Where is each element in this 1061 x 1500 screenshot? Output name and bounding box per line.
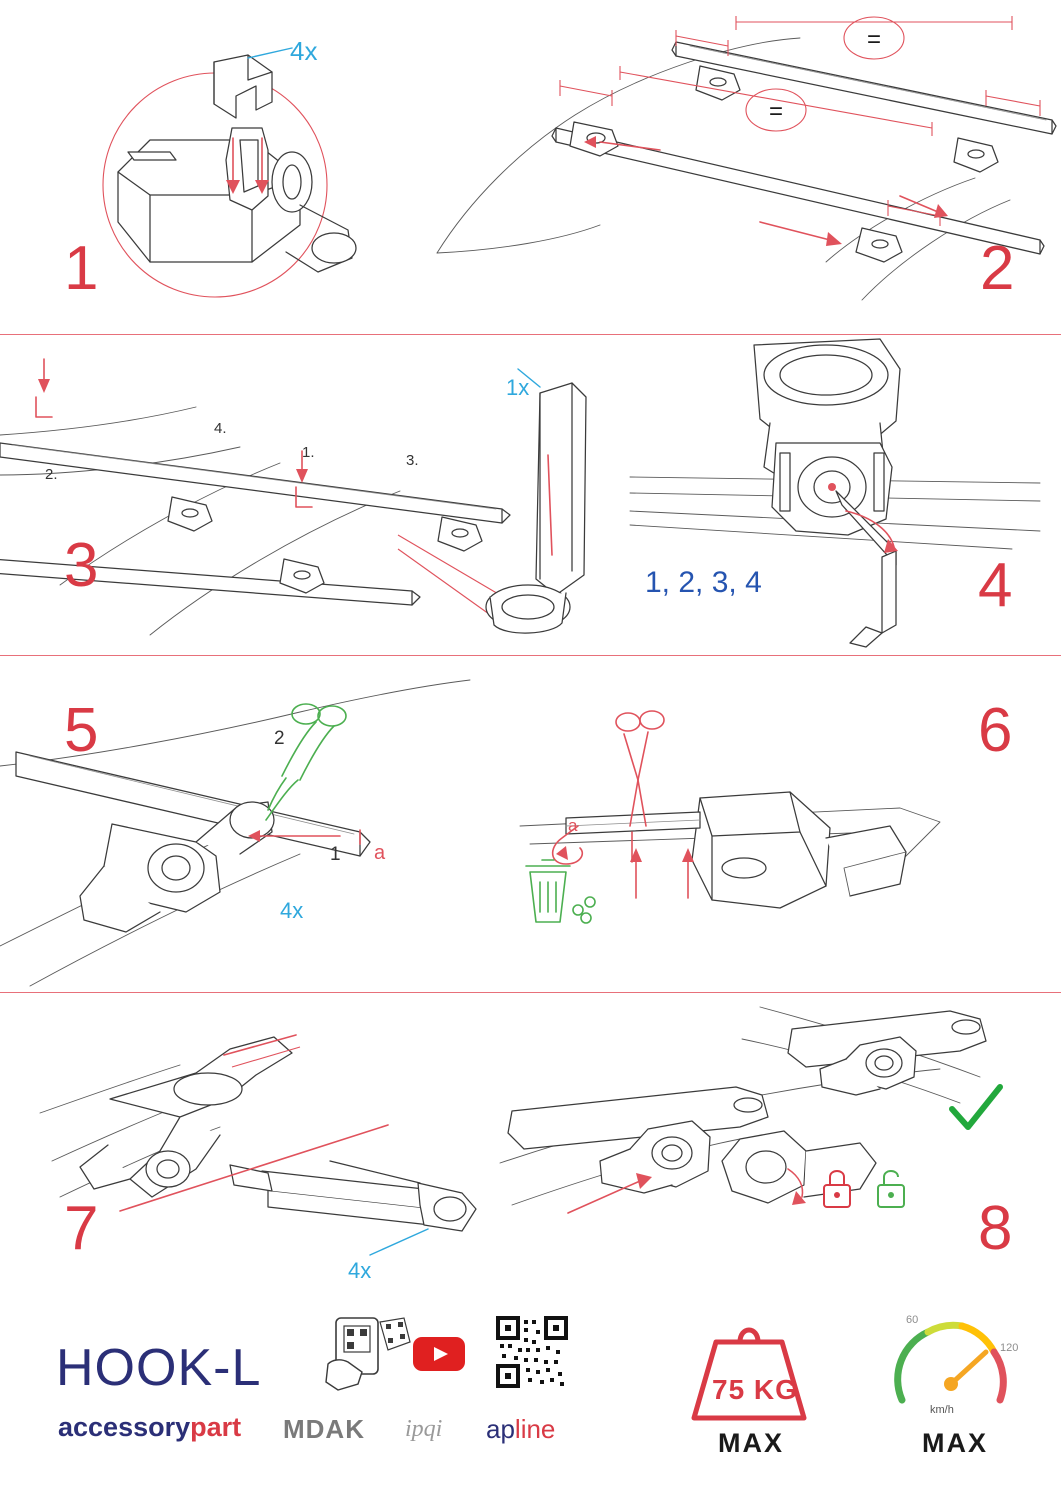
band-step-1-2 [0,0,1061,334]
brand-logo [58,1412,241,1443]
max-load-icon [686,1318,812,1424]
step-number-1: 1 [64,234,100,303]
speed-unit: km/h [930,1404,954,1416]
band-step-5-6 [0,656,1061,992]
brand-suffix: part [190,1412,242,1442]
step-number-8: 8 [978,1194,1014,1263]
lock-open-icon [878,1171,904,1207]
step-number-3: 3 [64,531,100,600]
partner-mdak-label: MDAK [283,1414,365,1444]
gauge-tick-120: 120 [1000,1342,1019,1354]
step-number-5: 5 [64,696,100,765]
max-speed-label: MAX [922,1428,988,1458]
step-3-order-4: 4. [214,420,227,437]
qr-scan-phone-icon[interactable] [318,1316,414,1396]
step-number-4: 4 [978,551,1014,620]
brand-prefix: accessory [58,1412,191,1442]
svg-text:=: = [866,26,882,53]
step-5-callout-4x: 4x [280,898,304,923]
gauge-tick-60: 60 [906,1314,919,1326]
step-number-2: 2 [980,234,1016,303]
band-step-3-4 [0,335,1061,655]
step-5-label-2: 2 [274,728,285,749]
product-name: HOOK-L [56,1339,262,1397]
max-load-label: MAX [718,1428,784,1458]
step-1-callout-4x: 4x [290,36,318,66]
partner-logo-mdak [283,1414,365,1445]
partner-apline-prefix: ap [486,1414,515,1444]
step-3-callout-1x: 1x [506,375,530,400]
step-7-callout-4x: 4x [348,1258,372,1283]
partner-logo-apline [486,1414,555,1445]
press-arrows [630,848,694,898]
partner-apline-suffix: line [514,1414,556,1444]
step-5-6-illustration [0,656,1061,992]
youtube-icon[interactable] [412,1334,466,1374]
step-5-label-a: a [374,842,386,864]
max-load-value: 75 KG [712,1374,798,1405]
svg-text:=: = [768,98,784,125]
step-number-7: 7 [64,1194,100,1263]
step-3-4-illustration [0,335,1061,655]
max-speed-icon [888,1312,1020,1424]
step-7-8-illustration [0,993,1061,1293]
qr-code-icon[interactable] [496,1316,568,1388]
partner-logo-ipqi [405,1416,442,1443]
step-3-order-1: 1. [302,444,315,461]
check-icon [952,1087,1000,1127]
step-4-tighten-sequence [645,566,762,600]
step-3-order-3: 3. [406,452,419,469]
band-step-7-8 [0,993,1061,1293]
step-number-6: 6 [978,696,1014,765]
step-3-order-2: 2. [45,466,58,483]
step-6-label-a: a [568,816,578,835]
step-1-2-illustration [0,0,1061,334]
partner-ipqi-label: ipqi [405,1416,443,1442]
sequence-text: 1, 2, 3, 4 [645,566,762,599]
step-5-label-1: 1 [330,844,341,865]
callout-leader [248,48,292,58]
